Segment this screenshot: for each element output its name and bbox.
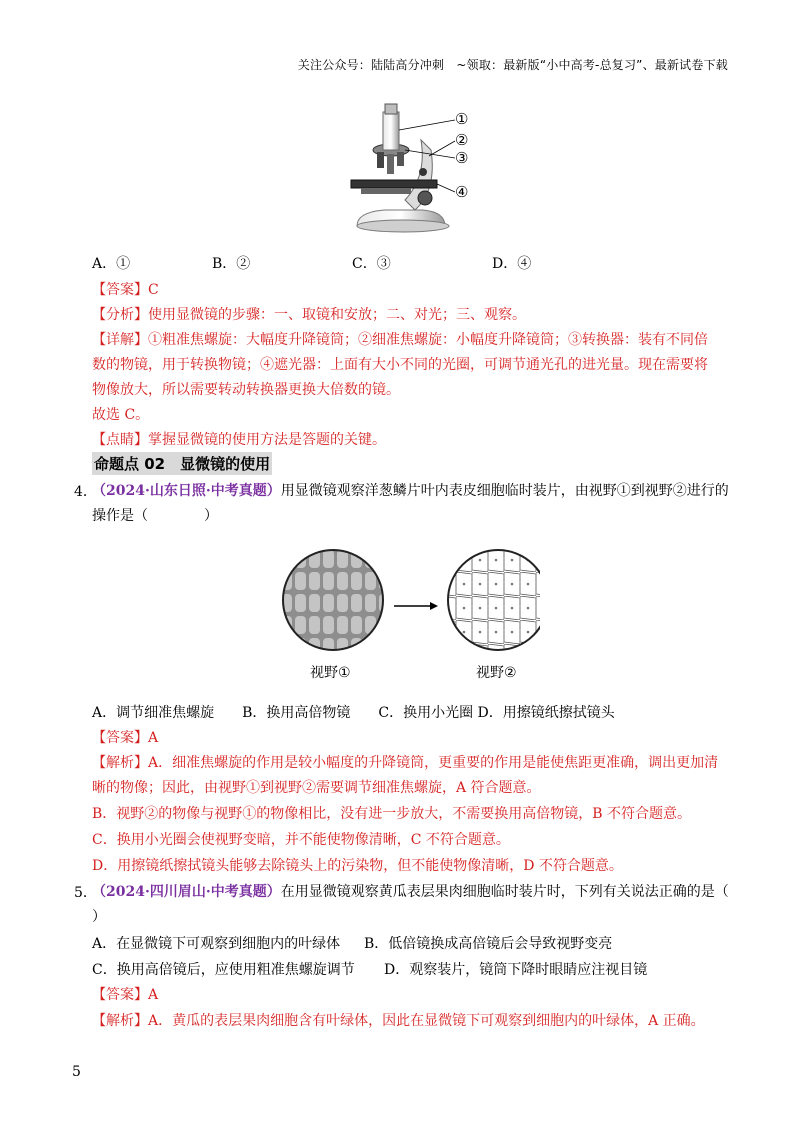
page-header: 关注公众号：陆陆高分冲刺 ~领取：最新版“小中高考-总复习”、最新试卷下载 — [297, 58, 728, 72]
view2-label: 视野② — [476, 665, 517, 681]
q4-explain-line: 晰的物像；因此，由视野①到视野②需要调节细准焦螺旋，A 符合题意。 — [92, 780, 541, 796]
page-number: 5 — [72, 1064, 81, 1080]
section-heading: 命题点 02 显微镜的使用 — [92, 452, 272, 475]
q3-option-d: D．④ — [492, 256, 532, 272]
q4-explain-line: C．换用小光圈会使视野变暗，并不能使物像清晰，C 不符合题意。 — [92, 832, 510, 848]
q4-stem-cont: 操作是（ ） — [92, 508, 218, 524]
q4-source: （2024·山东日照·中考真题） — [92, 483, 281, 499]
q5-option-b: B．低倍镜换成高倍镜后会导致视野变亮 — [364, 936, 613, 952]
q4-explain-line: B．视野②的物像与视野①的物像相比，没有进一步放大，不需要换用高倍物镜，B 不符合题意。 — [92, 806, 692, 822]
q3-option-b: B．② — [212, 256, 251, 272]
q5-explain: 【解析】A．黄瓜的表层果肉细胞含有叶绿体，因此在显微镜下可观察到细胞内的叶绿体，A 正确。 — [92, 1013, 705, 1029]
q5-answer: 【答案】A — [92, 987, 159, 1003]
figure-label-4: ④ — [455, 183, 469, 201]
q4-number: 4． — [74, 484, 97, 500]
q4-options: A．调节细准焦螺旋 B．换用高倍物镜 C．换用小光圈 D．用擦镜纸擦拭镜头 — [92, 705, 615, 721]
q3-conclusion: 故选 C。 — [92, 407, 150, 423]
q5-option-a: A．在显微镜下可观察到细胞内的叶绿体 — [92, 936, 341, 952]
q3-detail-line: 【详解】①粗准焦螺旋：大幅度升降镜筒；②细准焦螺旋：小幅度升降镜筒；③转换器：装有不同倍 — [92, 332, 708, 348]
q5-option-d: D．观察装片，镜筒下降时眼睛应注视目镜 — [384, 962, 648, 978]
q3-option-a: A．① — [92, 256, 131, 272]
q5-source: （2024·四川眉山·中考真题） — [92, 884, 281, 900]
q3-answer: 【答案】C — [92, 282, 159, 298]
q5-stem-cont: ） — [92, 909, 106, 925]
q5-stem — [92, 882, 729, 902]
q4-answer: 【答案】A — [92, 730, 159, 746]
q4-explain-line: 【解析】A．细准焦螺旋的作用是较小幅度的升降镜筒，更重要的作用是能使焦距更准确，调出更加清 — [92, 755, 719, 771]
q5-number: 5． — [74, 885, 97, 901]
q3-analysis: 【分析】使用显微镜的步骤：一、取镜和安放；二、对光；三、观察。 — [92, 307, 526, 323]
q4-stem-text: 用显微镜观察洋葱鳞片叶内表皮细胞临时装片，由视野①到视野②进行的 — [280, 483, 729, 499]
q3-detail-line: 数的物镜，用于转换物镜；④遮光器：上面有大小不同的光圈，可调节通光孔的进光量。现在需要将 — [92, 357, 708, 373]
q4-stem — [92, 481, 729, 501]
figure-label-1: ① — [455, 110, 469, 128]
q4-explain-line: D．用擦镜纸擦拭镜头能够去除镜头上的污染物，但不能使物像清晰，D 不符合题意。 — [92, 858, 623, 874]
q3-option-c: C．③ — [352, 256, 391, 272]
figure-label-3: ③ — [455, 149, 469, 167]
figure-label-2: ② — [455, 131, 469, 149]
view1-label: 视野① — [310, 665, 351, 681]
q5-stem-text: 在用显微镜观察黄瓜表层果肉细胞临时装片时，下列有关说法正确的是（ — [280, 884, 729, 900]
q3-tip: 【点睛】掌握显微镜的使用方法是答题的关键。 — [92, 432, 386, 448]
q3-detail-line: 物像放大，所以需要转动转换器更换大倍数的镜。 — [92, 382, 400, 398]
q5-option-c: C．换用高倍镜后，应使用粗准焦螺旋调节 — [92, 962, 355, 978]
